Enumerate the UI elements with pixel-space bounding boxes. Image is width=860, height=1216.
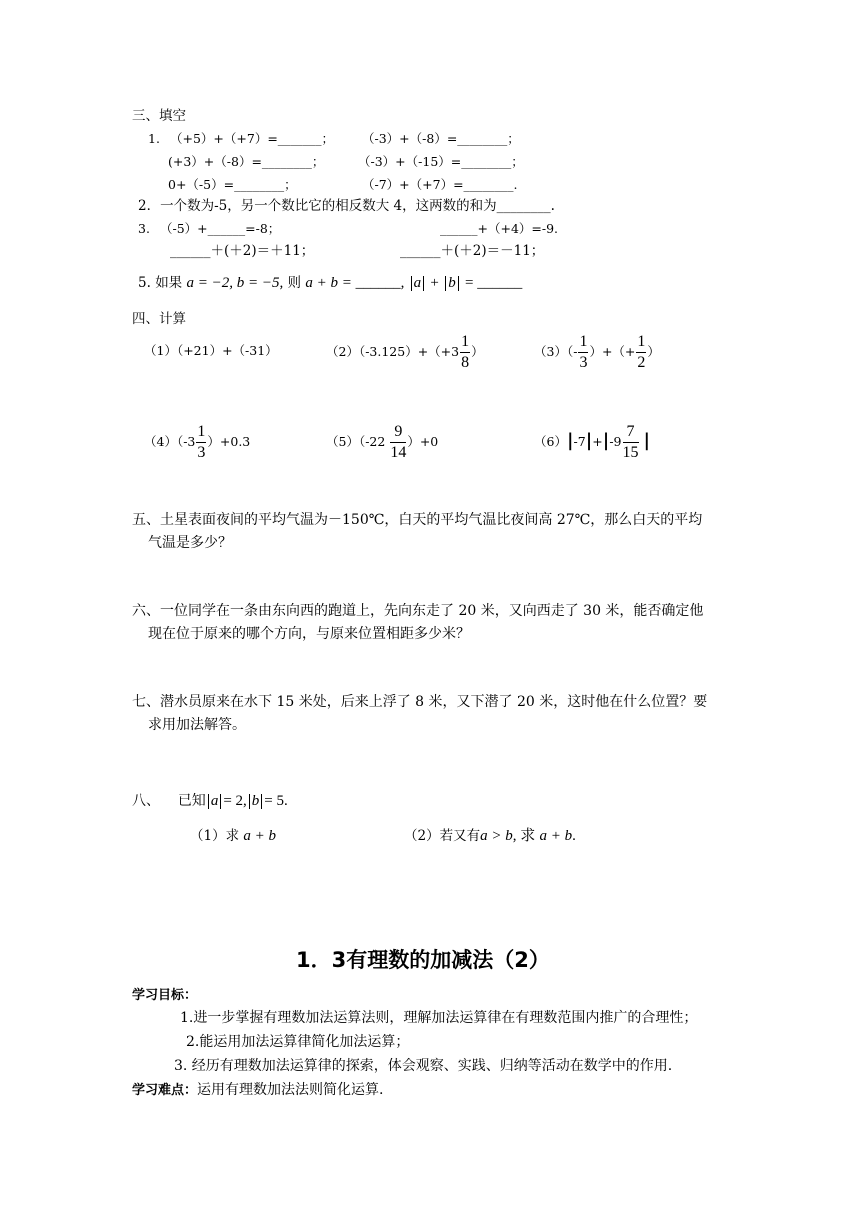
learning-goal-1: 1.进一步掌握有理数加法运算法则，理解加法运算律在有理数范围内推广的合理性； [180,1010,698,1026]
section-8-sub-1 [190,829,276,844]
q5-sum-blank: a + b = ______, [305,275,405,291]
learning-goals-label: 学习目标： [132,988,198,1003]
problem-3-lead: （3）（- [534,344,578,359]
learning-difficulty-label: 学习难点： [132,1083,198,1098]
problem-6-lead: （6） [534,434,567,449]
problem-2 [326,334,484,371]
problem-2-fraction: $\frac{1}{8}$ [461,333,470,371]
q3-item-d: ______＋(＋2)＝－11； [400,243,545,259]
section-8-eq-2: = 5. [264,793,288,809]
problem-3 [534,334,660,371]
problem-4 [144,424,250,461]
learning-goal-2: 2.能运用加法运算律简化加法运算； [186,1034,410,1050]
q1-item-e: 0+（-5）=________； [168,177,297,192]
section-7-line-2: 求用加法解答。 [148,717,246,733]
q5-abs-b: b [445,276,459,291]
section-8-sub-1-label: （1）求 [190,828,240,844]
q5-abs-sum-blank: = ______ [464,275,523,291]
problem-3-fraction-2: $\frac{1}{2}$ [637,333,646,371]
problem-3-fraction-1: $\frac{1}{3}$ [579,333,588,371]
section-8-sub-2-expr: a + b [539,828,573,844]
section-4-heading: 四、计算 [132,311,186,327]
q5-number: 5. [138,275,151,291]
problem-3-tail: ） [647,344,660,359]
q5-line [138,276,522,291]
section-8-sub-2 [404,829,576,844]
q3-item-a: （-5）+______=-8； [160,221,281,236]
q5-then: 则 [287,275,302,291]
section-6-line-1: 六、一位同学在一条由东向西的跑道上，先向东走了 20 米，又向西走了 30 米，能否确定他 [132,603,704,619]
section-8-known: 已知 [177,793,206,809]
q5-if: 如果 [155,275,183,291]
section-5-line-1: 五、土星表面夜间的平均气温为－150℃，白天的平均气温比夜间高 27℃，那么白天的平均 [132,512,703,528]
problem-2-lead: （2）（-3.125）+（+3 [326,344,460,359]
problem-5 [326,424,438,461]
problem-5-lead: （5）（-22 [326,434,386,449]
problem-1: （1）（+21）+（-31） [144,343,278,358]
section-8-eq-1: = 2, [223,793,247,809]
section-6-line-2: 现在位于原来的哪个方向，与原来位置相距多少米？ [148,626,470,642]
learning-difficulty [132,1083,383,1097]
q1-item-a: （+5）+（+7）=_______； [170,131,335,146]
section-7-line-1: 七、潜水员原来在水下 15 米处，后来上浮了 8 米，又下潜了 20 米，这时他在什么位置？要 [132,694,708,710]
section-8-sub-1-expr: a + b [243,828,277,844]
q5-abs-a: a [411,276,425,291]
section-8-sub-2-mid: , 求 [512,828,536,844]
problem-4-tail: ）+0.3 [207,434,251,449]
problem-6-fraction: $\frac{7}{15}$ [622,423,639,461]
problem-2-tail: ） [471,344,484,359]
problem-6-plus: + [592,434,603,449]
q3-item-c: ______＋(＋2)＝＋11； [170,243,315,259]
q5-given-values: a = −2, b = −5, [186,275,284,291]
q2-text: 2．一个数为-5，另一个数比它的相反数大 4，这两数的和为________. [138,198,555,214]
problem-6-value-1: -7 [573,434,586,449]
problem-5-tail: ）+0 [407,434,439,449]
problem-3-middle: ）+（+ [589,344,636,359]
q1-number: 1. [148,131,160,146]
q1-item-f: （-7）+（+7）=________. [362,177,518,192]
section-3-heading: 三、填空 [132,108,186,124]
problem-5-fraction: $\frac{9}{14}$ [390,423,407,461]
section-8-sub-2-cond: a > b [480,828,513,844]
problem-4-fraction: $\frac{1}{3}$ [197,423,206,461]
q1-item-b: （-3）+（-8）=________； [362,131,520,146]
q1-item-d: （-3）+（-15）=________； [358,154,524,169]
problem-6-bar-3: | [602,430,610,451]
section-8-given [132,794,288,809]
learning-difficulty-text: 运用有理数加法法则简化运算. [197,1082,384,1098]
section-8-abs-a: a [208,794,222,809]
lesson-title: 1．3有理数的加减法（2） [296,948,550,972]
q3-number: 3. [138,221,150,236]
problem-6-bar-1: | [566,430,574,451]
problem-6-bar-2: | [585,430,593,451]
problem-6 [534,424,650,461]
section-8-sub-2-end: . [572,828,576,844]
problem-4-lead: （4）（-3 [144,434,196,449]
section-8-abs-b: b [249,794,263,809]
learning-goal-3: 3. 经历有理数加法运算律的探索，体会观察、实践、归纳等活动在数学中的作用. [174,1058,673,1074]
problem-6-bar-4: | [643,430,651,451]
problem-6-value-2: -9 [609,434,622,449]
section-8-heading: 八、 [132,793,160,809]
section-5-line-2: 气温是多少？ [148,535,232,551]
section-8-sub-2-label: （2）若又有 [404,828,481,844]
q3-item-b: ______+（+4）=-9. [440,221,559,236]
q5-plus: + [430,275,439,291]
q1-item-c: (+3）+（-8）=________； [168,154,325,169]
